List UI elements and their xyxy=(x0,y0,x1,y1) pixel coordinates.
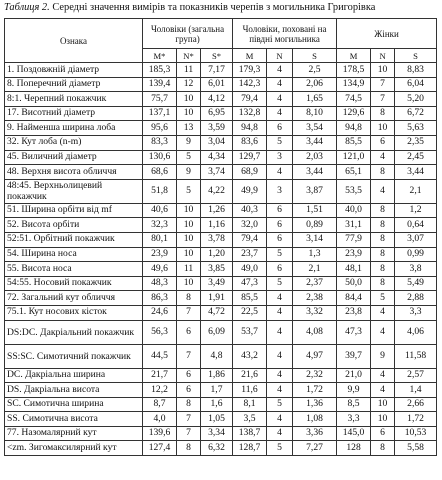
value-cell: 39,7 xyxy=(337,344,371,368)
value-cell: 134,9 xyxy=(337,77,371,92)
value-cell: 5,63 xyxy=(395,121,437,136)
value-cell: 68,6 xyxy=(143,165,177,180)
value-cell: 3,8 xyxy=(395,262,437,277)
trait-name: DS:DC. Дакріальний покажчик xyxy=(5,320,143,344)
value-cell: 6,32 xyxy=(201,441,233,456)
header-sub-s: S* xyxy=(201,49,233,63)
table-row xyxy=(5,247,437,262)
trait-name: <zm. Зигомаксилярний кут xyxy=(5,441,143,456)
value-cell: 10 xyxy=(177,203,201,218)
value-cell: 3 xyxy=(267,150,293,165)
value-cell: 85,5 xyxy=(337,135,371,150)
value-cell: 8 xyxy=(177,291,201,306)
table-row xyxy=(5,368,437,383)
value-cell: 10 xyxy=(371,412,395,427)
trait-name: 45. Виличний діаметр xyxy=(5,150,143,165)
value-cell: 3,59 xyxy=(201,121,233,136)
table-row xyxy=(5,397,437,412)
value-cell: 85,5 xyxy=(233,291,267,306)
value-cell: 3,34 xyxy=(201,426,233,441)
value-cell: 4 xyxy=(371,368,395,383)
value-cell: 32,0 xyxy=(233,218,267,233)
value-cell: 80,1 xyxy=(143,232,177,247)
table-caption xyxy=(4,2,440,14)
value-cell: 1,36 xyxy=(293,397,337,412)
value-cell: 44,5 xyxy=(143,344,177,368)
value-cell: 7 xyxy=(177,412,201,427)
value-cell: 6 xyxy=(177,320,201,344)
table-row xyxy=(5,165,437,180)
value-cell: 4 xyxy=(267,368,293,383)
value-cell: 32,3 xyxy=(143,218,177,233)
value-cell: 3,44 xyxy=(293,135,337,150)
value-cell: 10 xyxy=(371,63,395,78)
value-cell: 3,74 xyxy=(201,165,233,180)
value-cell: 3 xyxy=(267,179,293,203)
trait-name: SC. Симотична ширина xyxy=(5,397,143,412)
value-cell: 23,7 xyxy=(233,247,267,262)
value-cell: 77,9 xyxy=(337,232,371,247)
value-cell: 6,01 xyxy=(201,77,233,92)
table-row xyxy=(5,63,437,78)
value-cell: 6,72 xyxy=(395,106,437,121)
value-cell: 3,85 xyxy=(201,262,233,277)
value-cell: 4 xyxy=(371,179,395,203)
value-cell: 6 xyxy=(267,218,293,233)
value-cell: 2,35 xyxy=(395,135,437,150)
value-cell: 1,16 xyxy=(201,218,233,233)
header-sub-n: N xyxy=(371,49,395,63)
value-cell: 4,72 xyxy=(201,305,233,320)
value-cell: 3,5 xyxy=(233,412,267,427)
value-cell: 128,7 xyxy=(233,441,267,456)
value-cell: 4 xyxy=(267,412,293,427)
value-cell: 51,8 xyxy=(143,179,177,203)
value-cell: 8,10 xyxy=(293,106,337,121)
value-cell: 11,58 xyxy=(395,344,437,368)
value-cell: 3,04 xyxy=(201,135,233,150)
value-cell: 23,9 xyxy=(337,247,371,262)
table-row xyxy=(5,150,437,165)
value-cell: 86,3 xyxy=(143,291,177,306)
value-cell: 8 xyxy=(371,276,395,291)
value-cell: 4,34 xyxy=(201,150,233,165)
value-cell: 6 xyxy=(267,262,293,277)
table-row xyxy=(5,179,437,203)
trait-name: DC. Дакріальна ширина xyxy=(5,368,143,383)
value-cell: 3,49 xyxy=(201,276,233,291)
value-cell: 10,53 xyxy=(395,426,437,441)
value-cell: 6 xyxy=(267,203,293,218)
value-cell: 5 xyxy=(267,247,293,262)
table-row xyxy=(5,262,437,277)
value-cell: 1,05 xyxy=(201,412,233,427)
value-cell: 7,17 xyxy=(201,63,233,78)
value-cell: 1,72 xyxy=(395,412,437,427)
value-cell: 1,91 xyxy=(201,291,233,306)
value-cell: 8 xyxy=(371,232,395,247)
value-cell: 10 xyxy=(177,106,201,121)
value-cell: 94,8 xyxy=(337,121,371,136)
value-cell: 128 xyxy=(337,441,371,456)
value-cell: 7 xyxy=(177,344,201,368)
value-cell: 7 xyxy=(177,426,201,441)
header-sub-s: S xyxy=(395,49,437,63)
value-cell: 2,37 xyxy=(293,276,337,291)
value-cell: 3,54 xyxy=(293,121,337,136)
header-group-women: Жінки xyxy=(337,19,437,49)
value-cell: 6 xyxy=(177,368,201,383)
value-cell: 4 xyxy=(371,305,395,320)
value-cell: 1,72 xyxy=(293,383,337,398)
value-cell: 95,6 xyxy=(143,121,177,136)
value-cell: 48,3 xyxy=(143,276,177,291)
header-sub-m: M xyxy=(337,49,371,63)
value-cell: 4 xyxy=(267,320,293,344)
value-cell: 4 xyxy=(267,165,293,180)
value-cell: 4 xyxy=(267,426,293,441)
trait-name: 48:45. Верхньолицевий покажчик xyxy=(5,179,143,203)
value-cell: 49,0 xyxy=(233,262,267,277)
table-row xyxy=(5,203,437,218)
value-cell: 4 xyxy=(267,77,293,92)
value-cell: 4,97 xyxy=(293,344,337,368)
header-sub-m: M* xyxy=(143,49,177,63)
value-cell: 83,3 xyxy=(143,135,177,150)
header-group-row xyxy=(5,19,437,49)
value-cell: 8,1 xyxy=(233,397,267,412)
value-cell: 4 xyxy=(267,344,293,368)
trait-name: 54:55. Носовий покажчик xyxy=(5,276,143,291)
value-cell: 129,6 xyxy=(337,106,371,121)
value-cell: 21,7 xyxy=(143,368,177,383)
value-cell: 7 xyxy=(371,92,395,107)
value-cell: 4,08 xyxy=(293,320,337,344)
value-cell: 2,06 xyxy=(293,77,337,92)
value-cell: 8 xyxy=(371,262,395,277)
value-cell: 132,8 xyxy=(233,106,267,121)
value-cell: 4 xyxy=(371,383,395,398)
trait-name: 9. Найменша ширина лоба xyxy=(5,121,143,136)
trait-name: SS:SC. Симотичний покажчик xyxy=(5,344,143,368)
trait-name: DS. Дакріальна висота xyxy=(5,383,143,398)
value-cell: 139,6 xyxy=(143,426,177,441)
value-cell: 6 xyxy=(267,121,293,136)
value-cell: 23,9 xyxy=(143,247,177,262)
value-cell: 10 xyxy=(371,121,395,136)
trait-name: 55. Висота носа xyxy=(5,262,143,277)
value-cell: 142,3 xyxy=(233,77,267,92)
value-cell: 53,7 xyxy=(233,320,267,344)
value-cell: 138,7 xyxy=(233,426,267,441)
value-cell: 8 xyxy=(371,247,395,262)
value-cell: 48,1 xyxy=(337,262,371,277)
value-cell: 43,2 xyxy=(233,344,267,368)
value-cell: 7,27 xyxy=(293,441,337,456)
trait-name: 8. Поперечний діаметр xyxy=(5,77,143,92)
trait-name: 51. Ширина орбіти від mf xyxy=(5,203,143,218)
table-row xyxy=(5,344,437,368)
header-sub-s: S xyxy=(293,49,337,63)
value-cell: 6,04 xyxy=(395,77,437,92)
value-cell: 1,7 xyxy=(201,383,233,398)
value-cell: 10 xyxy=(371,397,395,412)
trait-name: 52:51. Орбітний покажчик xyxy=(5,232,143,247)
value-cell: 2,66 xyxy=(395,397,437,412)
value-cell: 3,36 xyxy=(293,426,337,441)
value-cell: 3,32 xyxy=(293,305,337,320)
table-row xyxy=(5,412,437,427)
value-cell: 3,87 xyxy=(293,179,337,203)
value-cell: 10 xyxy=(177,218,201,233)
value-cell: 12 xyxy=(177,77,201,92)
value-cell: 2,88 xyxy=(395,291,437,306)
value-cell: 94,8 xyxy=(233,121,267,136)
table-row xyxy=(5,305,437,320)
value-cell: 11 xyxy=(177,63,201,78)
table-row xyxy=(5,276,437,291)
value-cell: 137,1 xyxy=(143,106,177,121)
table-row xyxy=(5,106,437,121)
trait-name: 77. Назомалярний кут xyxy=(5,426,143,441)
table-caption-label: Таблиця 2. xyxy=(4,2,50,13)
value-cell: 47,3 xyxy=(337,320,371,344)
value-cell: 1,65 xyxy=(293,92,337,107)
value-cell: 130,6 xyxy=(143,150,177,165)
table-row xyxy=(5,77,437,92)
header-group-men-total: Чоловіки (загальна група) xyxy=(143,19,233,49)
value-cell: 11,6 xyxy=(233,383,267,398)
value-cell: 8 xyxy=(371,165,395,180)
value-cell: 4,0 xyxy=(143,412,177,427)
value-cell: 83,6 xyxy=(233,135,267,150)
trait-name: 17. Висотний діаметр xyxy=(5,106,143,121)
table-row xyxy=(5,291,437,306)
trait-name: 1. Поздовжній діаметр xyxy=(5,63,143,78)
header-sub-n: N* xyxy=(177,49,201,63)
value-cell: 49,6 xyxy=(143,262,177,277)
value-cell: 4 xyxy=(267,291,293,306)
value-cell: 139,4 xyxy=(143,77,177,92)
trait-name: SS. Симотична висота xyxy=(5,412,143,427)
value-cell: 2,1 xyxy=(395,179,437,203)
trait-name: 32. Кут лоба (n-m) xyxy=(5,135,143,150)
value-cell: 8,7 xyxy=(143,397,177,412)
value-cell: 121,0 xyxy=(337,150,371,165)
value-cell: 4 xyxy=(267,106,293,121)
value-cell: 10 xyxy=(177,232,201,247)
value-cell: 3,3 xyxy=(337,412,371,427)
value-cell: 40,0 xyxy=(337,203,371,218)
value-cell: 5 xyxy=(371,291,395,306)
value-cell: 4 xyxy=(267,63,293,78)
value-cell: 84,4 xyxy=(337,291,371,306)
value-cell: 4 xyxy=(267,305,293,320)
value-cell: 8 xyxy=(371,106,395,121)
value-cell: 1,2 xyxy=(395,203,437,218)
value-cell: 4,8 xyxy=(201,344,233,368)
header-group-men-south: Чоловіки, поховані на півдні могильника xyxy=(233,19,337,49)
value-cell: 8 xyxy=(371,203,395,218)
value-cell: 4 xyxy=(267,383,293,398)
value-cell: 6 xyxy=(267,232,293,247)
value-cell: 5,20 xyxy=(395,92,437,107)
value-cell: 10 xyxy=(177,276,201,291)
value-cell: 2,03 xyxy=(293,150,337,165)
value-cell: 75,7 xyxy=(143,92,177,107)
header-sub-n: N xyxy=(267,49,293,63)
value-cell: 9,9 xyxy=(337,383,371,398)
table-row xyxy=(5,232,437,247)
value-cell: 179,3 xyxy=(233,63,267,78)
value-cell: 79,4 xyxy=(233,92,267,107)
value-cell: 6 xyxy=(371,135,395,150)
value-cell: 1,3 xyxy=(293,247,337,262)
value-cell: 12,2 xyxy=(143,383,177,398)
trait-name: 75.1. Кут носових кісток xyxy=(5,305,143,320)
value-cell: 4 xyxy=(267,92,293,107)
value-cell: 4,12 xyxy=(201,92,233,107)
value-cell: 7 xyxy=(177,305,201,320)
value-cell: 3,14 xyxy=(293,232,337,247)
trait-name: 48. Верхня висота обличчя xyxy=(5,165,143,180)
value-cell: 49,9 xyxy=(233,179,267,203)
value-cell: 24,6 xyxy=(143,305,177,320)
value-cell: 1,86 xyxy=(201,368,233,383)
value-cell: 10 xyxy=(177,247,201,262)
value-cell: 6,09 xyxy=(201,320,233,344)
value-cell: 178,5 xyxy=(337,63,371,78)
value-cell: 185,3 xyxy=(143,63,177,78)
value-cell: 68,9 xyxy=(233,165,267,180)
value-cell: 2,38 xyxy=(293,291,337,306)
value-cell: 8 xyxy=(371,218,395,233)
value-cell: 65,1 xyxy=(337,165,371,180)
value-cell: 11 xyxy=(177,262,201,277)
value-cell: 47,3 xyxy=(233,276,267,291)
value-cell: 74,5 xyxy=(337,92,371,107)
table-row xyxy=(5,441,437,456)
table-row xyxy=(5,383,437,398)
value-cell: 9 xyxy=(177,165,201,180)
value-cell: 2,5 xyxy=(293,63,337,78)
value-cell: 4,06 xyxy=(395,320,437,344)
value-cell: 1,20 xyxy=(201,247,233,262)
value-cell: 9 xyxy=(177,135,201,150)
value-cell: 3,07 xyxy=(395,232,437,247)
value-cell: 8,5 xyxy=(337,397,371,412)
value-cell: 50,0 xyxy=(337,276,371,291)
value-cell: 8 xyxy=(177,397,201,412)
value-cell: 53,5 xyxy=(337,179,371,203)
table-body xyxy=(5,63,437,456)
value-cell: 127,4 xyxy=(143,441,177,456)
value-cell: 4 xyxy=(371,150,395,165)
value-cell: 9 xyxy=(371,344,395,368)
value-cell: 0,99 xyxy=(395,247,437,262)
value-cell: 10 xyxy=(177,92,201,107)
value-cell: 5 xyxy=(177,150,201,165)
value-cell: 2,32 xyxy=(293,368,337,383)
value-cell: 5 xyxy=(267,397,293,412)
value-cell: 79,4 xyxy=(233,232,267,247)
value-cell: 2,45 xyxy=(395,150,437,165)
header-oznaka: Ознака xyxy=(5,19,143,63)
table-row xyxy=(5,320,437,344)
table-row xyxy=(5,135,437,150)
value-cell: 21,6 xyxy=(233,368,267,383)
value-cell: 23,8 xyxy=(337,305,371,320)
value-cell: 1,51 xyxy=(293,203,337,218)
table-caption-text: Середні значення вимірів та показників черепів з могильника Григорівка xyxy=(52,2,376,13)
trait-name: 8:1. Черепний покажчик xyxy=(5,92,143,107)
value-cell: 4,22 xyxy=(201,179,233,203)
value-cell: 5,58 xyxy=(395,441,437,456)
table-row xyxy=(5,218,437,233)
value-cell: 40,6 xyxy=(143,203,177,218)
value-cell: 5 xyxy=(267,441,293,456)
value-cell: 2,57 xyxy=(395,368,437,383)
value-cell: 21,0 xyxy=(337,368,371,383)
value-cell: 22,5 xyxy=(233,305,267,320)
value-cell: 6 xyxy=(371,426,395,441)
table-row xyxy=(5,121,437,136)
value-cell: 1,4 xyxy=(395,383,437,398)
value-cell: 6,95 xyxy=(201,106,233,121)
value-cell: 6 xyxy=(177,383,201,398)
value-cell: 5 xyxy=(177,179,201,203)
value-cell: 1,26 xyxy=(201,203,233,218)
value-cell: 2,1 xyxy=(293,262,337,277)
value-cell: 3,3 xyxy=(395,305,437,320)
value-cell: 3,78 xyxy=(201,232,233,247)
header-sub-m: M xyxy=(233,49,267,63)
trait-name: 54. Ширина носа xyxy=(5,247,143,262)
value-cell: 31,1 xyxy=(337,218,371,233)
value-cell: 40,3 xyxy=(233,203,267,218)
value-cell: 1,6 xyxy=(201,397,233,412)
value-cell: 5 xyxy=(267,276,293,291)
table-row xyxy=(5,426,437,441)
value-cell: 13 xyxy=(177,121,201,136)
value-cell: 0,64 xyxy=(395,218,437,233)
value-cell: 5 xyxy=(267,135,293,150)
value-cell: 5,49 xyxy=(395,276,437,291)
trait-name: 72. Загальний кут обличчя xyxy=(5,291,143,306)
value-cell: 145,0 xyxy=(337,426,371,441)
value-cell: 56,3 xyxy=(143,320,177,344)
value-cell: 3,44 xyxy=(293,165,337,180)
value-cell: 1,08 xyxy=(293,412,337,427)
value-cell: 8,83 xyxy=(395,63,437,78)
table-row xyxy=(5,92,437,107)
value-cell: 8 xyxy=(177,441,201,456)
value-cell: 129,7 xyxy=(233,150,267,165)
value-cell: 3,44 xyxy=(395,165,437,180)
value-cell: 0,89 xyxy=(293,218,337,233)
value-cell: 4 xyxy=(371,320,395,344)
trait-name: 52. Висота орбіти xyxy=(5,218,143,233)
measurements-table xyxy=(4,18,437,456)
value-cell: 7 xyxy=(371,77,395,92)
value-cell: 8 xyxy=(371,441,395,456)
